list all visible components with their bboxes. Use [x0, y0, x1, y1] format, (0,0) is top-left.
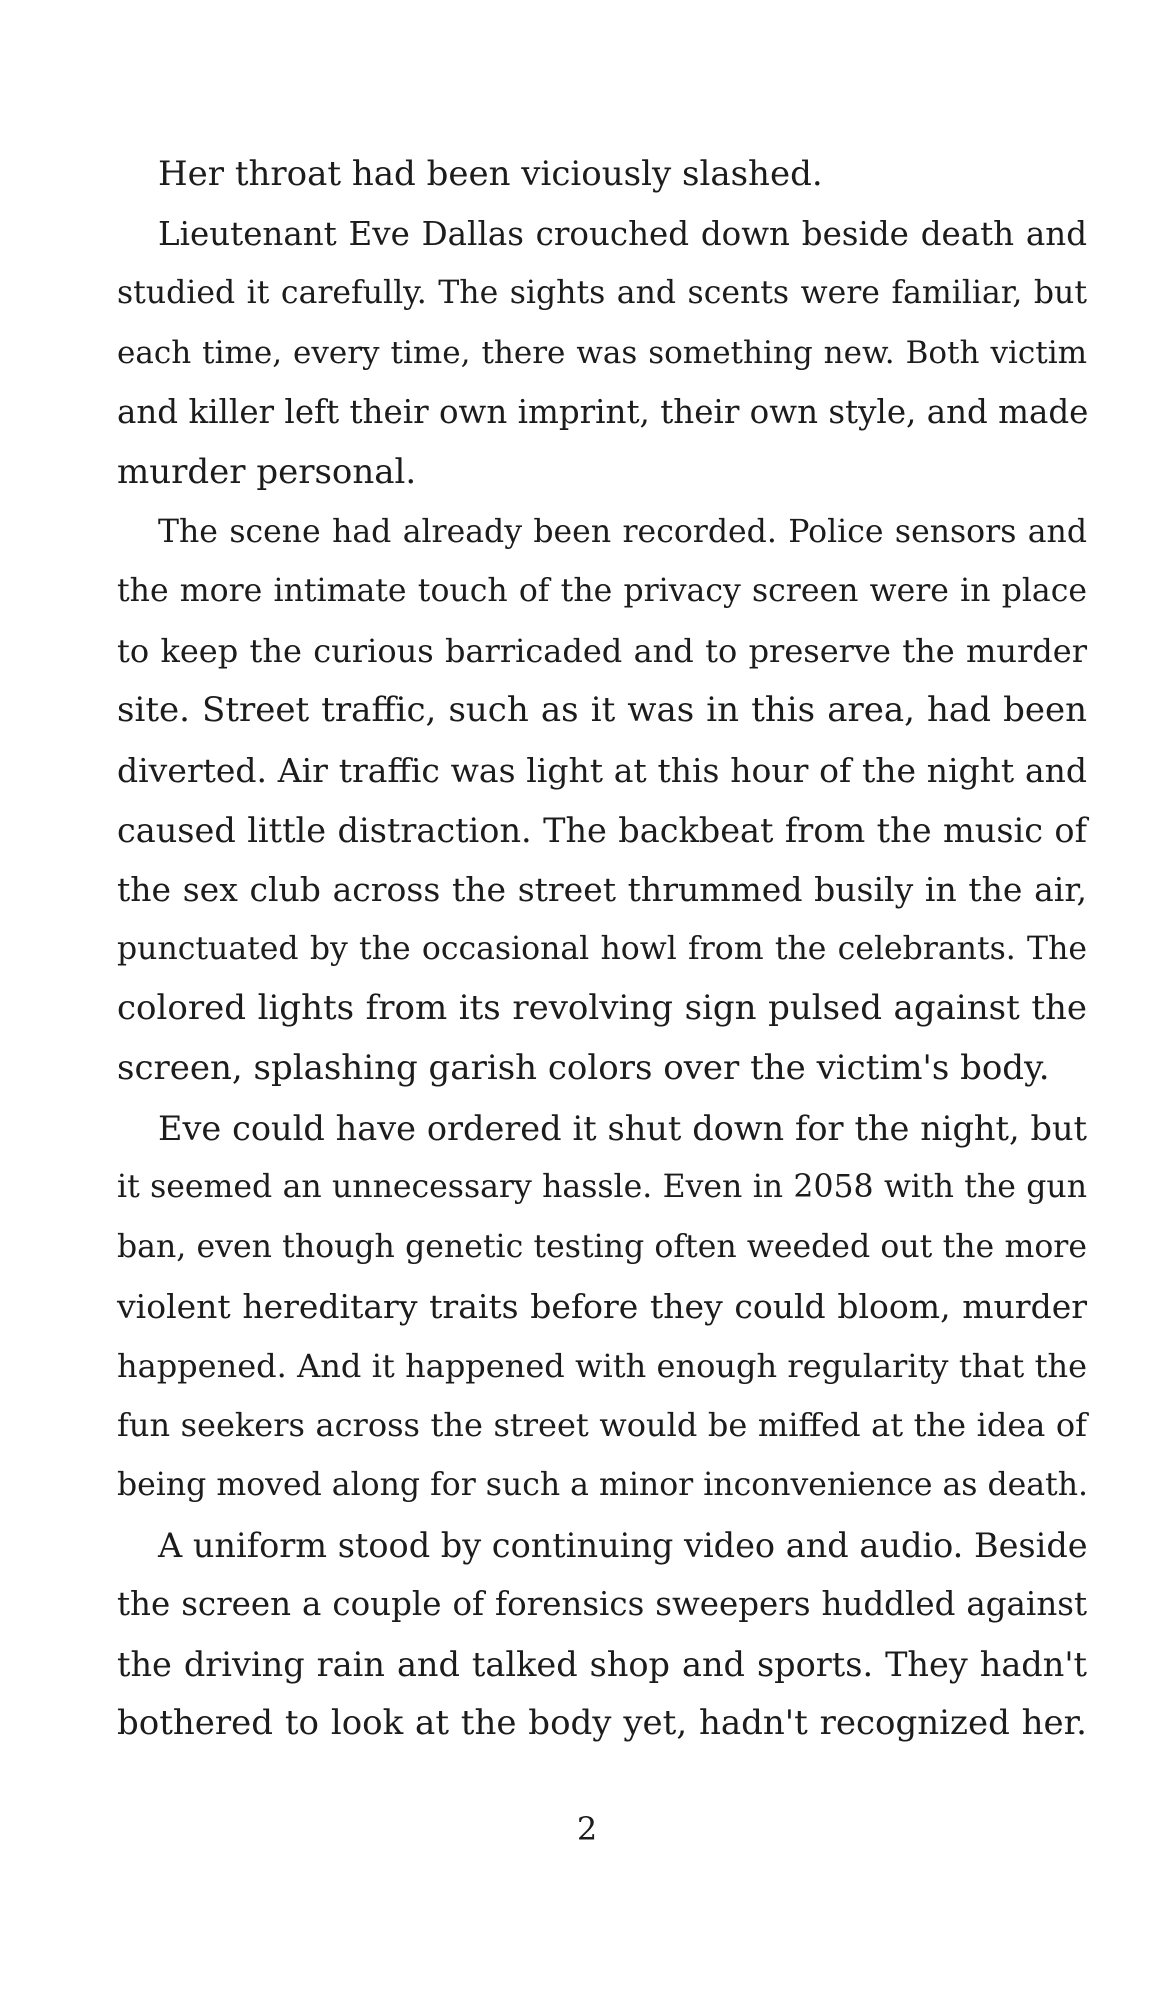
- text-line: to keep the curious barricaded and to preserve the murder: [117, 631, 1087, 670]
- text-line: screen, splashing garish colors over the victim's body.: [117, 1047, 1050, 1088]
- text-line: ban, even though genetic testing often weeded out the more: [117, 1228, 1087, 1265]
- page-number: 2: [576, 1810, 598, 1848]
- text-line: it seemed an unnecessary hassle. Even in 2058 with the gun: [117, 1169, 1087, 1206]
- text-line: the driving rain and talked shop and sports. They hadn't: [117, 1644, 1087, 1684]
- text-line: fun seekers across the street would be miffed at the idea of: [117, 1406, 1087, 1445]
- text-line: Her throat had been viciously slashed.: [158, 154, 823, 194]
- text-line: site. Street traffic, such as it was in this area, had been: [117, 690, 1087, 731]
- text-line: bothered to look at the body yet, hadn't recognized her.: [117, 1703, 1087, 1744]
- text-line: studied it carefully. The sights and scents were familiar, but: [117, 275, 1087, 312]
- text-line: and killer left their own imprint, their own style, and made: [117, 393, 1089, 432]
- text-line: the screen a couple of forensics sweepers huddled against: [117, 1585, 1087, 1624]
- text-line: each time, every time, there was something new. Both victim: [117, 334, 1087, 371]
- text-line: The scene had already been recorded. Police sensors and: [158, 513, 1087, 550]
- text-line: happened. And it happened with enough regularity that the: [117, 1346, 1087, 1385]
- text-line: Lieutenant Eve Dallas crouched down beside death and: [158, 214, 1087, 253]
- text-line: Eve could have ordered it shut down for the night, but: [158, 1108, 1087, 1148]
- text-line: punctuated by the occasional howl from the celebrants. The: [117, 930, 1087, 967]
- text-line: colored lights from its revolving sign pulsed against the: [117, 988, 1087, 1029]
- text-line: the sex club across the street thrummed busily in the air,: [117, 870, 1087, 910]
- text-line: murder personal.: [117, 451, 417, 492]
- text-line: caused little distraction. The backbeat from the music of: [117, 810, 1087, 850]
- text-line: being moved along for such a minor inconvenience as death.: [117, 1467, 1089, 1504]
- text-line: diverted. Air traffic was light at this hour of the night and: [117, 750, 1087, 790]
- text-line: A uniform stood by continuing video and audio. Beside: [158, 1525, 1088, 1565]
- text-line: violent hereditary traits before they could bloom, murder: [117, 1287, 1087, 1327]
- text-line: the more intimate touch of the privacy screen were in place: [117, 573, 1087, 610]
- body-text: [117, 145, 1087, 1754]
